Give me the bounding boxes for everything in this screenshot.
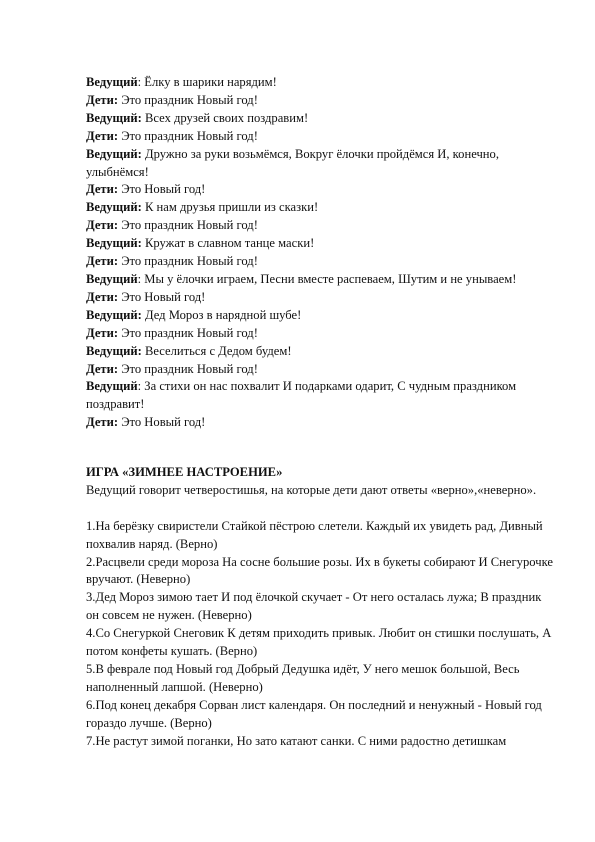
line-text: К нам друзья пришли из сказки! bbox=[145, 200, 319, 215]
dialogue-line bbox=[86, 128, 556, 146]
speaker-separator: : bbox=[137, 379, 145, 394]
game-intro: Ведущий говорит четверостишья, на которые дети дают ответы «верно»,«неверно». bbox=[86, 482, 537, 497]
dialogue-line bbox=[86, 74, 556, 92]
speaker-label: Дети: bbox=[86, 92, 119, 107]
line-text: Это Новый год! bbox=[121, 415, 206, 430]
line-text: Это праздник Новый год! bbox=[121, 254, 258, 269]
speaker-label: Ведущий: bbox=[86, 110, 142, 125]
game-verse: 4.Со Снегуркой Снеговик К детям приходить привык. Любит он стишки послушать, А потом конфеты кушать. (Верно) bbox=[86, 626, 552, 659]
dialogue-line bbox=[86, 414, 556, 432]
section-spacer bbox=[86, 432, 556, 450]
game-section bbox=[86, 464, 556, 750]
game-verse: 3.Дед Мороз зимою тает И под ёлочкой скучает - От него осталась лужа; В праздник он совсем не нужен. (Неверно) bbox=[86, 590, 542, 623]
speaker-label: Дети: bbox=[86, 289, 119, 304]
dialogue-line bbox=[86, 253, 556, 271]
line-text: Дружно за руки возьмёмся, Вокруг ёлочки пройдёмся И, конечно, улыбнёмся! bbox=[86, 146, 499, 179]
line-text: Мы у ёлочки играем, Песни вместе распеваем, Шутим и не унываем! bbox=[144, 271, 517, 286]
speaker-label: Дети: bbox=[86, 218, 119, 233]
speaker-label: Ведущий: bbox=[86, 307, 142, 322]
line-text: Всех друзей своих поздравим! bbox=[145, 110, 309, 125]
line-text: Это праздник Новый год! bbox=[121, 325, 258, 340]
game-verse: 1.На берёзку свиристели Стайкой пёстрою слетели. Каждый их увидеть рад, Дивный похвалив наряд. (Верно) bbox=[86, 518, 543, 551]
speaker-separator: : bbox=[137, 271, 145, 286]
dialogue-line bbox=[86, 110, 556, 128]
speaker-label: Ведущий: bbox=[86, 146, 142, 161]
line-text: Ёлку в шарики нарядим! bbox=[144, 75, 277, 89]
line-text: Это праздник Новый год! bbox=[121, 218, 258, 233]
paragraph-spacer bbox=[86, 500, 556, 518]
game-verse: 2.Расцвели среди мороза На сосне большие розы. Их в букеты собирают И Снегурочке вручают. (Неверно) bbox=[86, 554, 553, 587]
game-title: ИГРА «ЗИМНЕЕ НАСТРОЕНИЕ» bbox=[86, 465, 283, 480]
line-text: Это Новый год! bbox=[121, 182, 206, 197]
dialogue-line bbox=[86, 92, 556, 110]
speaker-separator: : bbox=[137, 75, 145, 89]
line-text: Это праздник Новый год! bbox=[121, 361, 258, 376]
speaker-label: Дети: bbox=[86, 415, 119, 430]
line-text: Это праздник Новый год! bbox=[121, 92, 258, 107]
speaker-label: Дети: bbox=[86, 254, 119, 269]
dialogue-line bbox=[86, 289, 556, 307]
dialogue-line bbox=[86, 181, 556, 199]
dialogue-line bbox=[86, 378, 556, 414]
speaker-label: Ведущий bbox=[86, 379, 138, 394]
speaker-label: Ведущий: bbox=[86, 343, 142, 358]
dialogue-line bbox=[86, 235, 556, 253]
game-verse: 7.Не растут зимой поганки, Но зато катают санки. С ними радостно детишкам bbox=[86, 733, 507, 748]
speaker-label: Ведущий bbox=[86, 271, 138, 286]
dialogue-line bbox=[86, 217, 556, 235]
speaker-label: Дети: bbox=[86, 361, 119, 376]
speaker-label: Дети: bbox=[86, 128, 119, 143]
dialogue-line bbox=[86, 307, 556, 325]
line-text: За стихи он нас похвалит И подарками одарит, С чудным праздником поздравит! bbox=[86, 379, 517, 412]
line-text: Веселиться с Дедом будем! bbox=[145, 343, 292, 358]
dialogue-line bbox=[86, 361, 556, 379]
game-verse: 6.Под конец декабря Сорван лист календаря. Он последний и ненужный - Новый год гораздо лучше. (Верно) bbox=[86, 697, 542, 730]
dialogue-line bbox=[86, 199, 556, 217]
document-body bbox=[86, 74, 556, 751]
speaker-label: Ведущий bbox=[86, 75, 138, 89]
dialogue-line bbox=[86, 343, 556, 361]
dialogue-line bbox=[86, 146, 556, 182]
dialogue-block bbox=[86, 74, 556, 432]
line-text: Дед Мороз в нарядной шубе! bbox=[145, 307, 302, 322]
game-verse: 5.В феврале под Новый год Добрый Дедушка идёт, У него мешок большой, Весь наполненный лапшой. (Неверно) bbox=[86, 661, 520, 694]
line-text: Кружат в славном танце маски! bbox=[145, 236, 315, 251]
dialogue-line bbox=[86, 325, 556, 343]
speaker-label: Дети: bbox=[86, 182, 119, 197]
speaker-label: Ведущий: bbox=[86, 236, 142, 251]
dialogue-line bbox=[86, 271, 556, 289]
section-spacer bbox=[86, 450, 556, 464]
line-text: Это Новый год! bbox=[121, 289, 206, 304]
speaker-label: Дети: bbox=[86, 325, 119, 340]
line-text: Это праздник Новый год! bbox=[121, 128, 258, 143]
speaker-label: Ведущий: bbox=[86, 200, 142, 215]
